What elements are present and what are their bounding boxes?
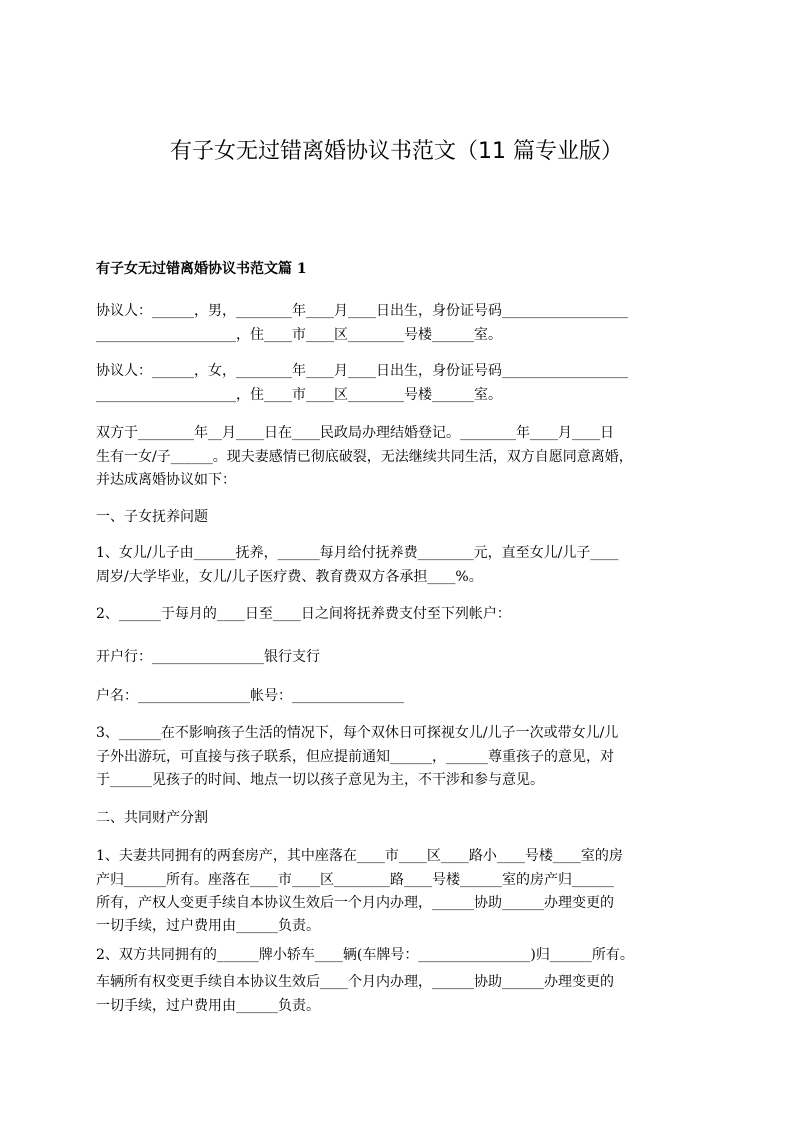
paragraph-line: 于______见孩子的时间、地点一切以孩子意见为主，不干涉和参与意见。: [96, 772, 544, 788]
subsection-heading: 二、共同财产分割: [96, 810, 208, 826]
paragraph-line: 并达成离婚协议如下：: [96, 472, 236, 488]
paragraph-line: 协议人：______，男，________年____月____日出生，身份证号码__________________: [96, 303, 628, 319]
paragraph-line: 周岁/大学毕业，女儿/儿子医疗费、教育费双方各承担____%。: [96, 569, 483, 585]
paragraph-line: 1、夫妻共同拥有的两套房产，其中座落在____市____区____路小____号楼____室的房: [96, 848, 623, 864]
paragraph-line: 协议人：______，女，________年____月____日出生，身份证号码__________________: [96, 363, 628, 379]
paragraph-line: 生有一女/子______。现夫妻感情已彻底破裂，无法继续共同生活，双方自愿同意离婚，: [96, 449, 633, 465]
paragraph-line: ____________________，住____市____区________号楼______室。: [96, 327, 502, 343]
section-heading: 有子女无过错离婚协议书范文篇 1: [96, 261, 307, 277]
paragraph-line: 2、双方共同拥有的______牌小轿车____辆(车牌号：________________)归______所有。: [96, 947, 634, 963]
subsection-heading: 一、子女抚养问题: [96, 509, 208, 525]
paragraph-line: 开户行：________________银行支行: [96, 649, 320, 665]
paragraph-line: 所有，产权人变更手续自本协议生效后一个月内办理，______协助______办理变更的: [96, 895, 614, 911]
paragraph-line: 3、______在不影响孩子生活的情况下，每个双休日可探视女儿/儿子一次或带女儿/儿: [96, 725, 619, 741]
paragraph-line: 2、______于每月的____日至____日之间将抚养费支付至下列帐户：: [96, 606, 511, 622]
paragraph-line: 产归______所有。座落在____市____区________路____号楼______室的房产归______: [96, 872, 614, 888]
paragraph-line: 一切手续，过户费用由______负责。: [96, 998, 320, 1014]
paragraph-line: 1、女儿/儿子由______抚养，______每月给付抚养费________元，直至女儿/儿子____: [96, 545, 619, 561]
paragraph-line: 子外出游玩，可直接与孩子联系，但应提前通知______，______尊重孩子的意见，对: [96, 749, 614, 765]
paragraph-line: 车辆所有权变更手续自本协议生效后____个月内办理，______协助______办理变更的: [96, 974, 614, 990]
paragraph-line: 双方于________年__月____日在____民政局办理结婚登记。________年____月____日: [96, 425, 614, 441]
document-title: 有子女无过错离婚协议书范文（11 篇专业版）: [170, 139, 623, 164]
paragraph-line: ____________________，住____市____区________号楼______室。: [96, 387, 502, 403]
paragraph-line: 一切手续，过户费用由______负责。: [96, 918, 320, 934]
paragraph-line: 户名：________________帐号：________________: [96, 688, 404, 704]
